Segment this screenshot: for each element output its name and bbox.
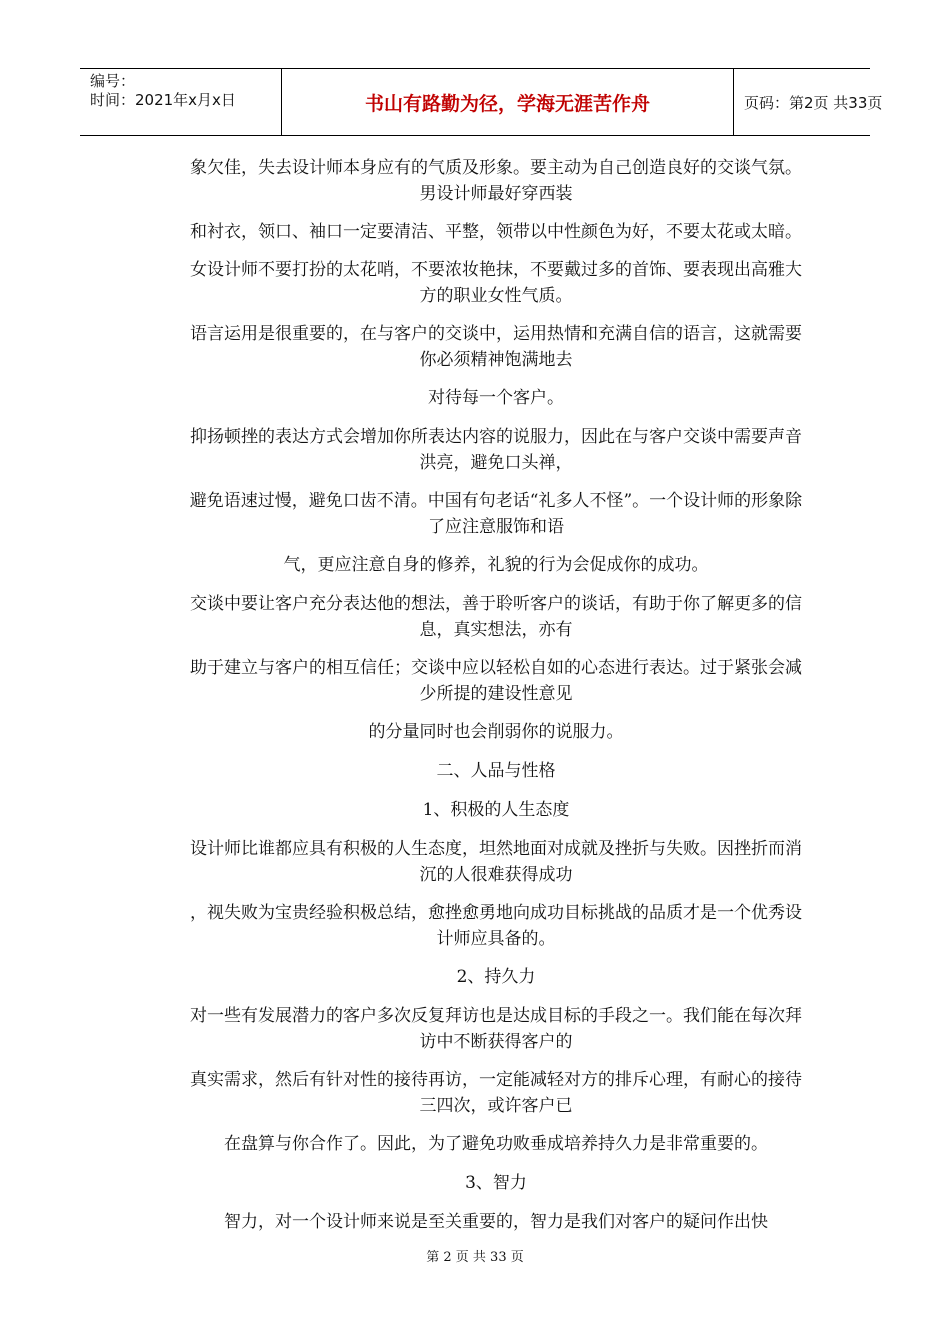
paragraph: 在盘算与你合作了。因此，为了避免功败垂成培养持久力是非常重要的。 [224,1134,768,1154]
subsection-heading: 1、积极的人生态度 [422,800,570,820]
header-motto: 书山有路勤为径，学海无涯苦作舟 [282,69,734,135]
document-body [186,155,806,1248]
paragraph: 抑扬顿挫的表达方式会增加你所表达内容的说服力，因此在与客户交谈中需要声音洪亮，避免口头禅， [190,427,802,473]
paragraph: 的分量同时也会削弱你的说服力。 [368,722,624,742]
paragraph: 对待每一个客户。 [428,388,564,408]
paragraph: 气，更应注意自身的修养，礼貌的行为会促成你的成功。 [283,555,709,575]
paragraph: 设计师比谁都应具有积极的人生态度，坦然地面对成就及挫折与失败。因挫折而消沉的人很难获得成功 [190,839,802,885]
paragraph: 语言运用是很重要的，在与客户的交谈中，运用热情和充满自信的语言，这就需要你必须精神饱满地去 [190,324,802,370]
page-footer: 第 2 页 共 33 页 [426,1250,524,1265]
subsection-heading: 3、智力 [465,1173,527,1193]
paragraph: ，视失败为宝贵经验积极总结，愈挫愈勇地向成功目标挑战的品质才是一个优秀设计师应具备的。 [190,903,802,949]
paragraph: 助于建立与客户的相互信任；交谈中应以轻松自如的心态进行表达。过于紧张会减少所提的建设性意见 [190,658,802,704]
subsection-heading: 2、持久力 [456,967,536,987]
paragraph: 避免语速过慢，避免口齿不清。中国有句老话“礼多人不怪”。一个设计师的形象除了应注意服饰和语 [189,491,803,537]
document-date-label: 时间：2021年x月x日 [90,91,236,109]
paragraph: 交谈中要让客户充分表达他的想法，善于聆听客户的谈话，有助于你了解更多的信息，真实想法，亦有 [190,594,802,640]
page-header [80,68,883,136]
paragraph: 智力，对一个设计师来说是至关重要的，智力是我们对客户的疑问作出快 [224,1212,768,1232]
paragraph: 象欠佳，失去设计师本身应有的气质及形象。要主动为自己创造良好的交谈气氛。男设计师最好穿西装 [190,158,802,204]
section-heading: 二、人品与性格 [436,761,556,781]
paragraph: 和衬衣，领口、袖口一定要清洁、平整，领带以中性颜色为好，不要太花或太暗。 [190,222,802,242]
paragraph: 女设计师不要打扮的太花哨，不要浓妆艳抹，不要戴过多的首饰、要表现出高雅大方的职业女性气质。 [190,260,802,306]
paragraph: 真实需求，然后有针对性的接待再访，一定能减轻对方的排斥心理，有耐心的接待三四次，或许客户已 [190,1070,802,1116]
header-info-cell [80,69,282,135]
document-number-label: 编号： [90,72,136,90]
paragraph: 对一些有发展潜力的客户多次反复拜访也是达成目标的手段之一。我们能在每次拜访中不断获得客户的 [190,1006,802,1052]
header-page-number: 页码：第2页 共33页 [744,93,883,112]
